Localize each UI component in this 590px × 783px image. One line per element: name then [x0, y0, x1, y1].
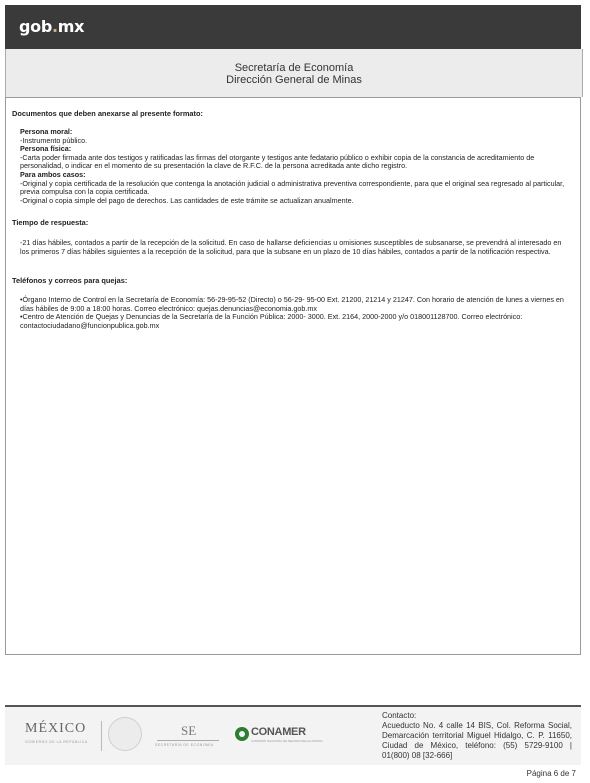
logo-gob: gob	[19, 17, 52, 36]
se-logo-bar	[157, 740, 219, 741]
tiempo-text: -21 días hábiles, contados a partir de la recepción de la solicitud. En caso de hallarse deficiencias u omisiones susceptibles de subsanarse, se prevendrá al interesado en los primeros 7 días hábiles siguientes a la recepción de la solicitud, para que la subsane en un plazo de 10 días hábiles, contados a partir de la notificación respectiva.	[20, 238, 562, 256]
persona-moral-label: Persona moral:	[20, 127, 73, 136]
conamer-logo: CONAMER	[251, 726, 306, 738]
mexico-logo-sub: GOBIERNO DE LA REPÚBLICA	[25, 740, 88, 744]
telefono-item: •Órgano Interno de Control en la Secretaría de Economía: 56-29-95-52 (Directo) o 56-29- 95-00 Ext. 21200, 21214 y 21247. Con horario de atención de lunes a viernes en días hábiles de 9:00 a 18:00 horas. Correo electrónico: quejas.denuncias@economia.gob.mx	[20, 295, 564, 313]
document-body	[5, 97, 581, 655]
ambos-casos-item: -Original y copia certificada de la resolución que contenga la anotación judicial o administrativa preventiva correspondiente, para que el original sea regresado al particular, previa compulsa con la copia certificada.	[20, 178, 565, 197]
logo-dot: .	[52, 17, 58, 36]
contact-address: Acueducto No. 4 calle 14 BIS, Col. Reforma Social, Demarcación territorial Miguel Hidalgo, C. P. 11650, Ciudad de México, teléfono: (55) 5729-9100 | 01(800) 08 [32-666]	[382, 721, 572, 760]
se-logo: SE	[181, 723, 197, 738]
document-header	[5, 49, 583, 97]
telefonos-list	[20, 296, 568, 330]
direccion-title: Dirección General de Minas	[226, 74, 362, 86]
se-logo-sub: SECRETARÍA DE ECONOMÍA	[155, 743, 214, 747]
ambos-casos-item: -Original o copia simple del pago de derechos. Las cantidades de este trámite se actualizan anualmente.	[20, 195, 354, 205]
gobmx-logo[interactable]	[19, 17, 84, 36]
documentos-title: Documentos que deben anexarse al presente formato:	[12, 109, 203, 118]
conamer-icon	[235, 727, 249, 741]
persona-moral-item: -Instrumento público.	[20, 135, 88, 145]
contact-label: Contacto:	[382, 711, 417, 720]
tiempo-title: Tiempo de respuesta:	[12, 218, 89, 227]
conamer-logo-sub: COMISIÓN NACIONAL DE MEJORA REGULATORIA	[251, 739, 323, 743]
telefonos-title: Teléfonos y correos para quejas:	[12, 276, 128, 285]
persona-fisica-label: Persona física:	[20, 144, 72, 154]
telefono-item: •Centro de Atención de Quejas y Denuncias de la Secretaría de la Función Pública: 2000- 3000. Ext. 2164, 2000-2000 y/o 018001128700. Correo electrónico: contactociudadano@funcionpublica.gob.mx	[20, 312, 523, 330]
top-bar	[5, 5, 581, 49]
national-seal-icon	[108, 717, 142, 751]
documentos-list	[20, 128, 568, 205]
footer	[5, 707, 581, 765]
ambos-casos-label: Para ambos casos:	[20, 169, 86, 179]
contact-info	[382, 711, 572, 761]
footer-separator	[101, 721, 102, 751]
page-number: Página 6 de 7	[526, 769, 576, 778]
persona-fisica-item: -Carta poder firmada ante dos testigos y ratificadas las firmas del otorgante y testigos ante fedatario público o exhibir copia de la constancia de acreditamiento de personalidad, o indicar en el momento de su presentación la clave de R.F.C. de la persona acreditada ante dicho registro.	[20, 152, 535, 171]
mexico-logo: MÉXICO	[25, 721, 87, 736]
secretaria-title: Secretaría de Economía	[234, 62, 354, 74]
logo-mx: mx	[57, 17, 85, 36]
